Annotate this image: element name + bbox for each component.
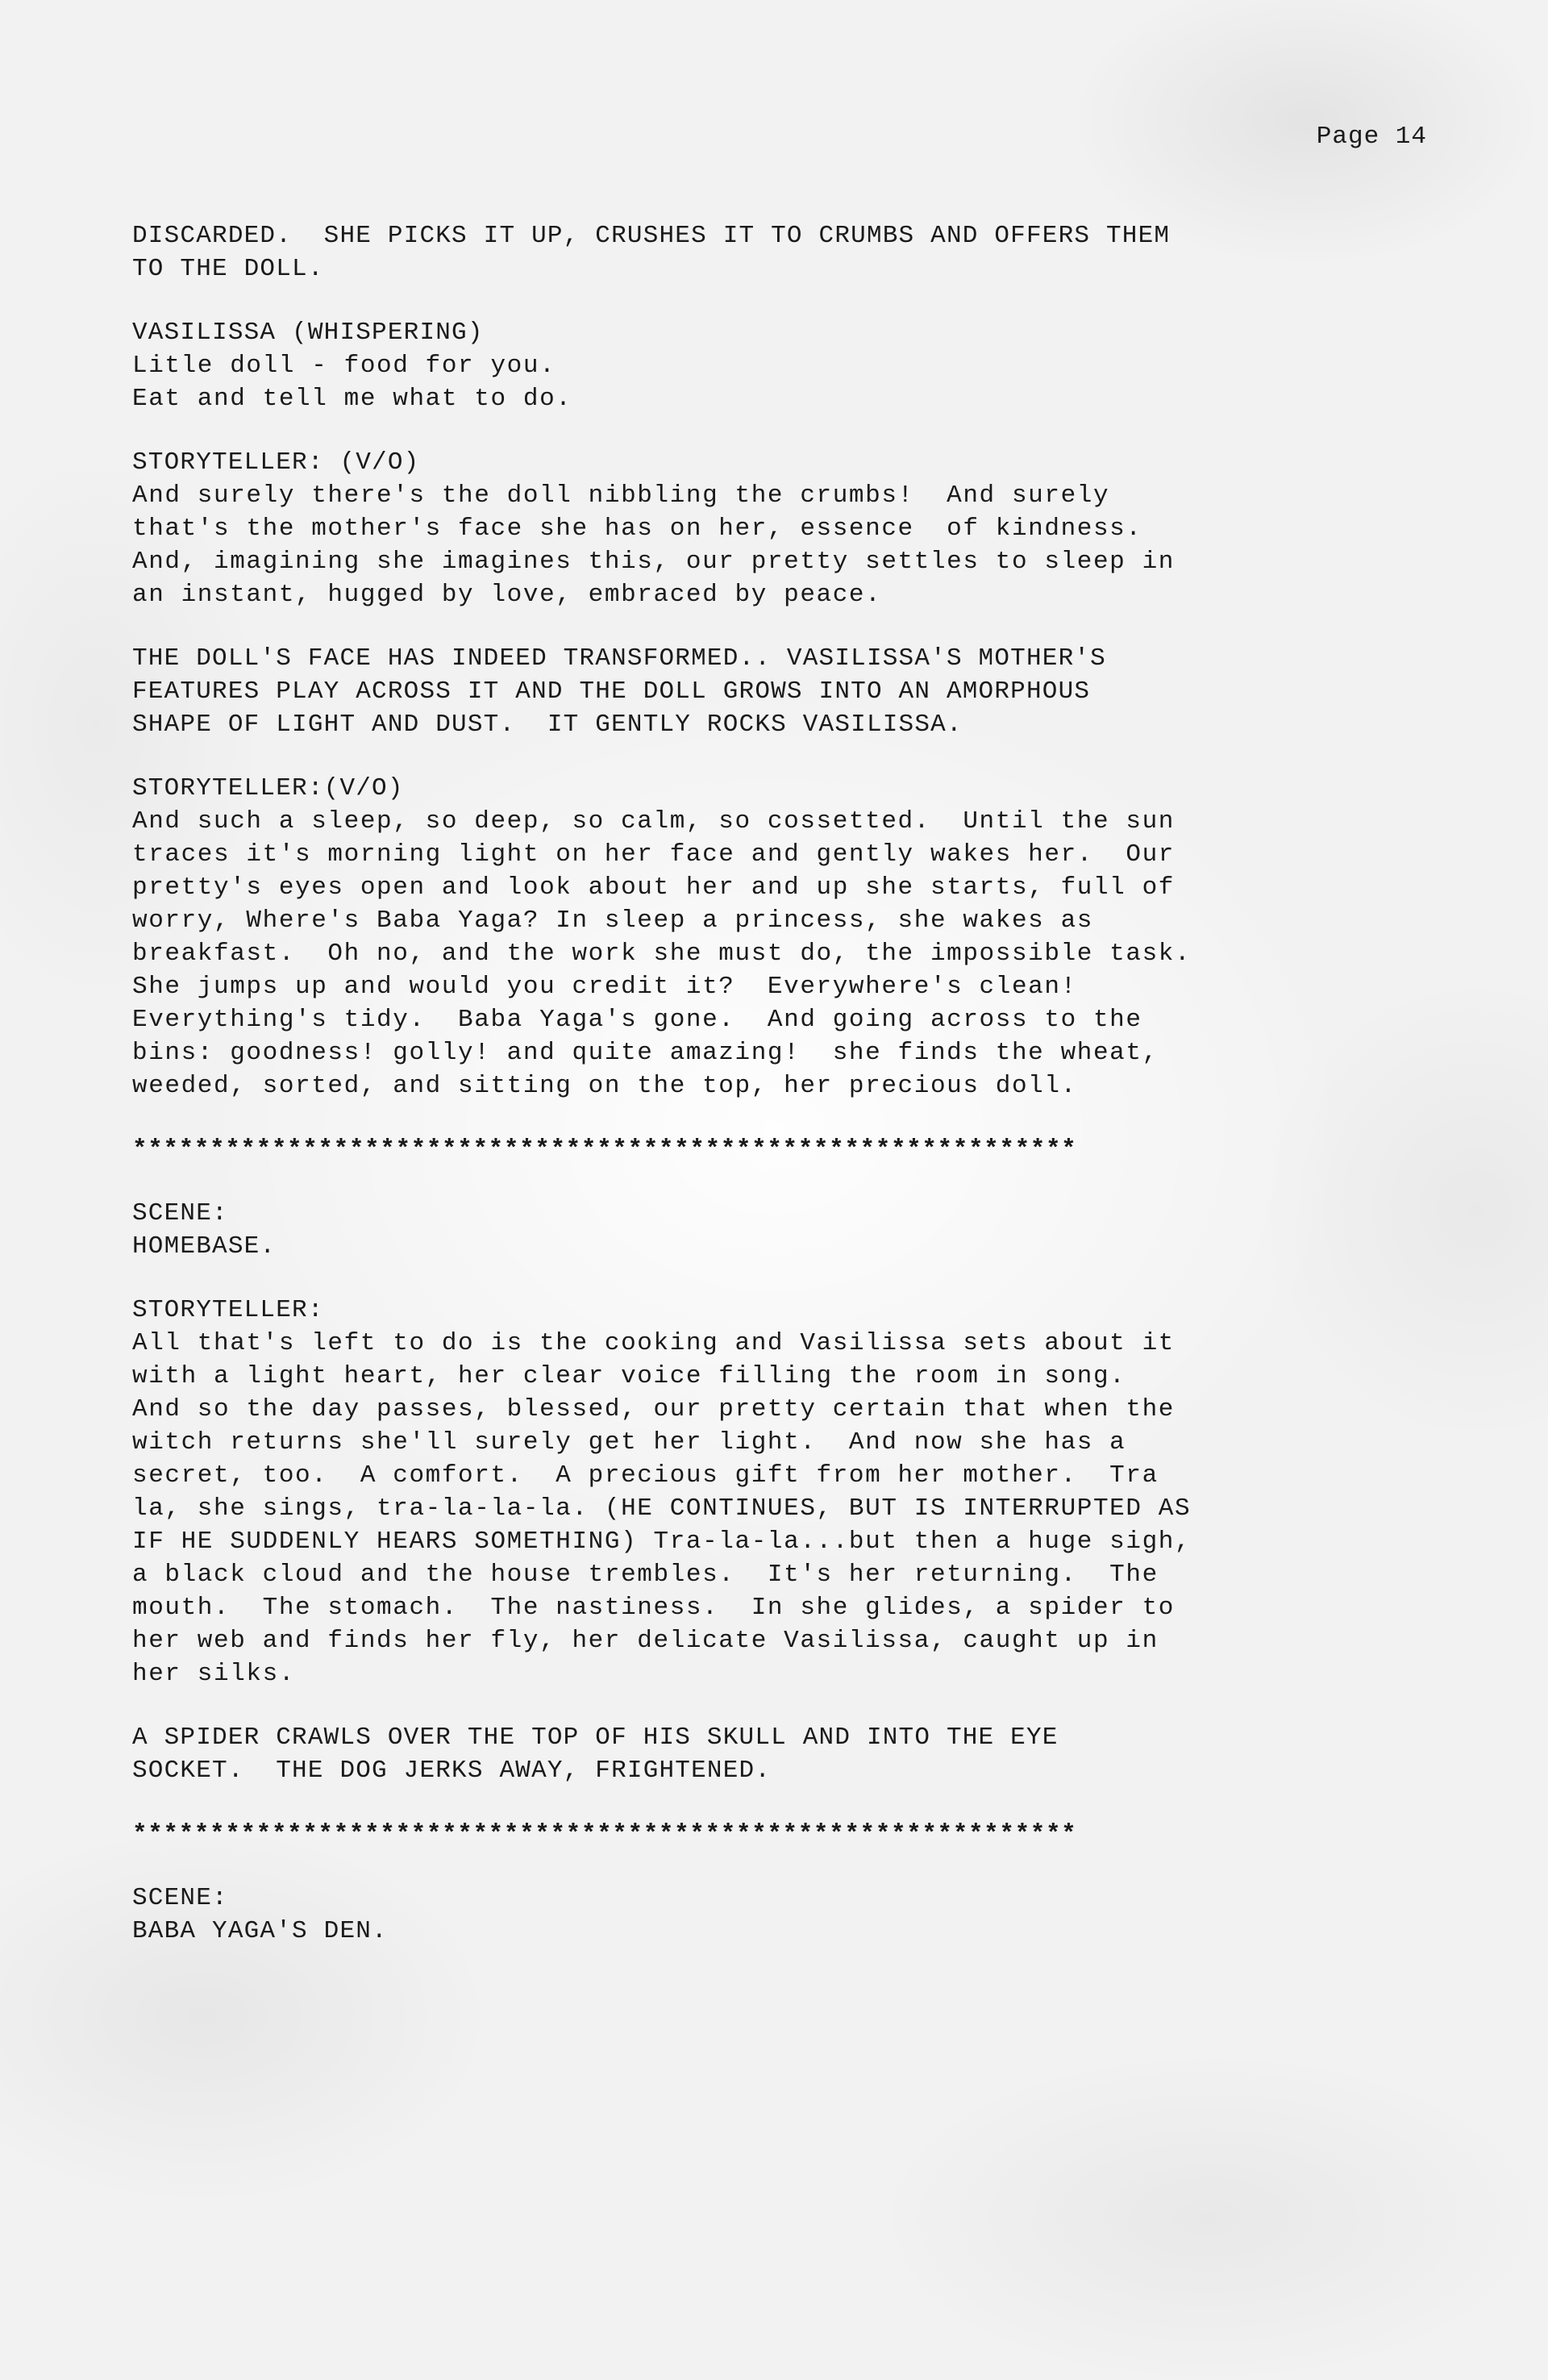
text-line: secret, too. A comfort. A precious gift from her mother. Tra: [132, 1461, 1159, 1490]
text-line: She jumps up and would you credit it? Everywhere's clean!: [132, 973, 1077, 1001]
text-line: And surely there's the doll nibbling the crumbs! And surely: [132, 481, 1110, 510]
scene-location: HOMEBASE.: [132, 1232, 277, 1261]
scene-label: SCENE:: [132, 1199, 228, 1228]
text-line: that's the mother's face she has on her, essence of kindness.: [132, 515, 1142, 543]
page-number: Page 14: [1316, 123, 1427, 151]
text-line: IF HE SUDDENLY HEARS SOMETHING) Tra-la-la...but then a huge sigh,: [132, 1528, 1192, 1556]
dialogue-block: [132, 316, 1454, 415]
text-line: mouth. The stomach. The nastiness. In she glides, a spider to: [132, 1594, 1175, 1622]
text-line: her web and finds her fly, her delicate Vasilissa, caught up in: [132, 1627, 1159, 1655]
text-line: la, she sings, tra-la-la-la. (HE CONTINUES, BUT IS INTERRUPTED AS: [132, 1494, 1192, 1523]
scene-heading: [132, 1197, 1454, 1263]
text-line: All that's left to do is the cooking and Vasilissa sets about it: [132, 1329, 1175, 1357]
text-line: A SPIDER CRAWLS OVER THE TOP OF HIS SKULL AND INTO THE EYE: [132, 1724, 1059, 1752]
text-line: pretty's eyes open and look about her and up she starts, full of: [132, 873, 1175, 902]
scene-label: SCENE:: [132, 1884, 228, 1912]
text-line: her silks.: [132, 1660, 296, 1688]
text-line: And, imagining she imagines this, our pretty settles to sleep in: [132, 548, 1175, 576]
text-line: bins: goodness! golly! and quite amazing! she finds the wheat,: [132, 1039, 1159, 1067]
storyteller-block: [132, 772, 1454, 1102]
text-line: TO THE DOLL.: [132, 255, 324, 283]
scene-heading: [132, 1882, 1454, 1948]
text-line: with a light heart, her clear voice filling the room in song.: [132, 1362, 1126, 1390]
text-line: SOCKET. THE DOG JERKS AWAY, FRIGHTENED.: [132, 1757, 772, 1785]
storyteller-block: [132, 1294, 1454, 1690]
scene-separator: *************************************************************: [132, 1820, 1077, 1849]
text-line: SHAPE OF LIGHT AND DUST. IT GENTLY ROCKS VASILISSA.: [132, 711, 963, 739]
text-line: weeded, sorted, and sitting on the top, her precious doll.: [132, 1072, 1077, 1100]
action-block: [132, 219, 1454, 286]
action-block: [132, 642, 1454, 741]
text-line: traces it's morning light on her face and gently wakes her. Our: [132, 840, 1175, 869]
text-line: FEATURES PLAY ACROSS IT AND THE DOLL GROWS INTO AN AMORPHOUS: [132, 677, 1091, 706]
storyteller-block: [132, 446, 1454, 611]
text-line: DISCARDED. SHE PICKS IT UP, CRUSHES IT TO CRUMBS AND OFFERS THEM: [132, 222, 1171, 250]
character-cue: STORYTELLER: (V/O): [132, 448, 420, 477]
text-line: worry, Where's Baba Yaga? In sleep a princess, she wakes as: [132, 907, 1093, 935]
script-body: [132, 219, 1454, 1948]
text-line: breakfast. Oh no, and the work she must do, the impossible task.: [132, 940, 1192, 968]
character-cue: STORYTELLER:(V/O): [132, 774, 404, 802]
character-cue: STORYTELLER:: [132, 1296, 324, 1324]
text-line: THE DOLL'S FACE HAS INDEED TRANSFORMED.. VASILISSA'S MOTHER'S: [132, 644, 1106, 673]
scene-location: BABA YAGA'S DEN.: [132, 1917, 388, 1945]
text-line: an instant, hugged by love, embraced by peace.: [132, 581, 882, 609]
text-line: Litle doll - food for you.: [132, 352, 556, 380]
character-cue: VASILISSA (WHISPERING): [132, 319, 484, 347]
text-line: And such a sleep, so deep, so calm, so cossetted. Until the sun: [132, 807, 1175, 836]
scene-separator: *************************************************************: [132, 1136, 1077, 1164]
text-line: And so the day passes, blessed, our pretty certain that when the: [132, 1395, 1175, 1423]
text-line: a black cloud and the house trembles. It's her returning. The: [132, 1561, 1159, 1589]
action-block: [132, 1721, 1454, 1787]
text-line: Everything's tidy. Baba Yaga's gone. And going across to the: [132, 1006, 1142, 1034]
text-line: witch returns she'll surely get her light. And now she has a: [132, 1428, 1126, 1457]
text-line: Eat and tell me what to do.: [132, 385, 572, 413]
